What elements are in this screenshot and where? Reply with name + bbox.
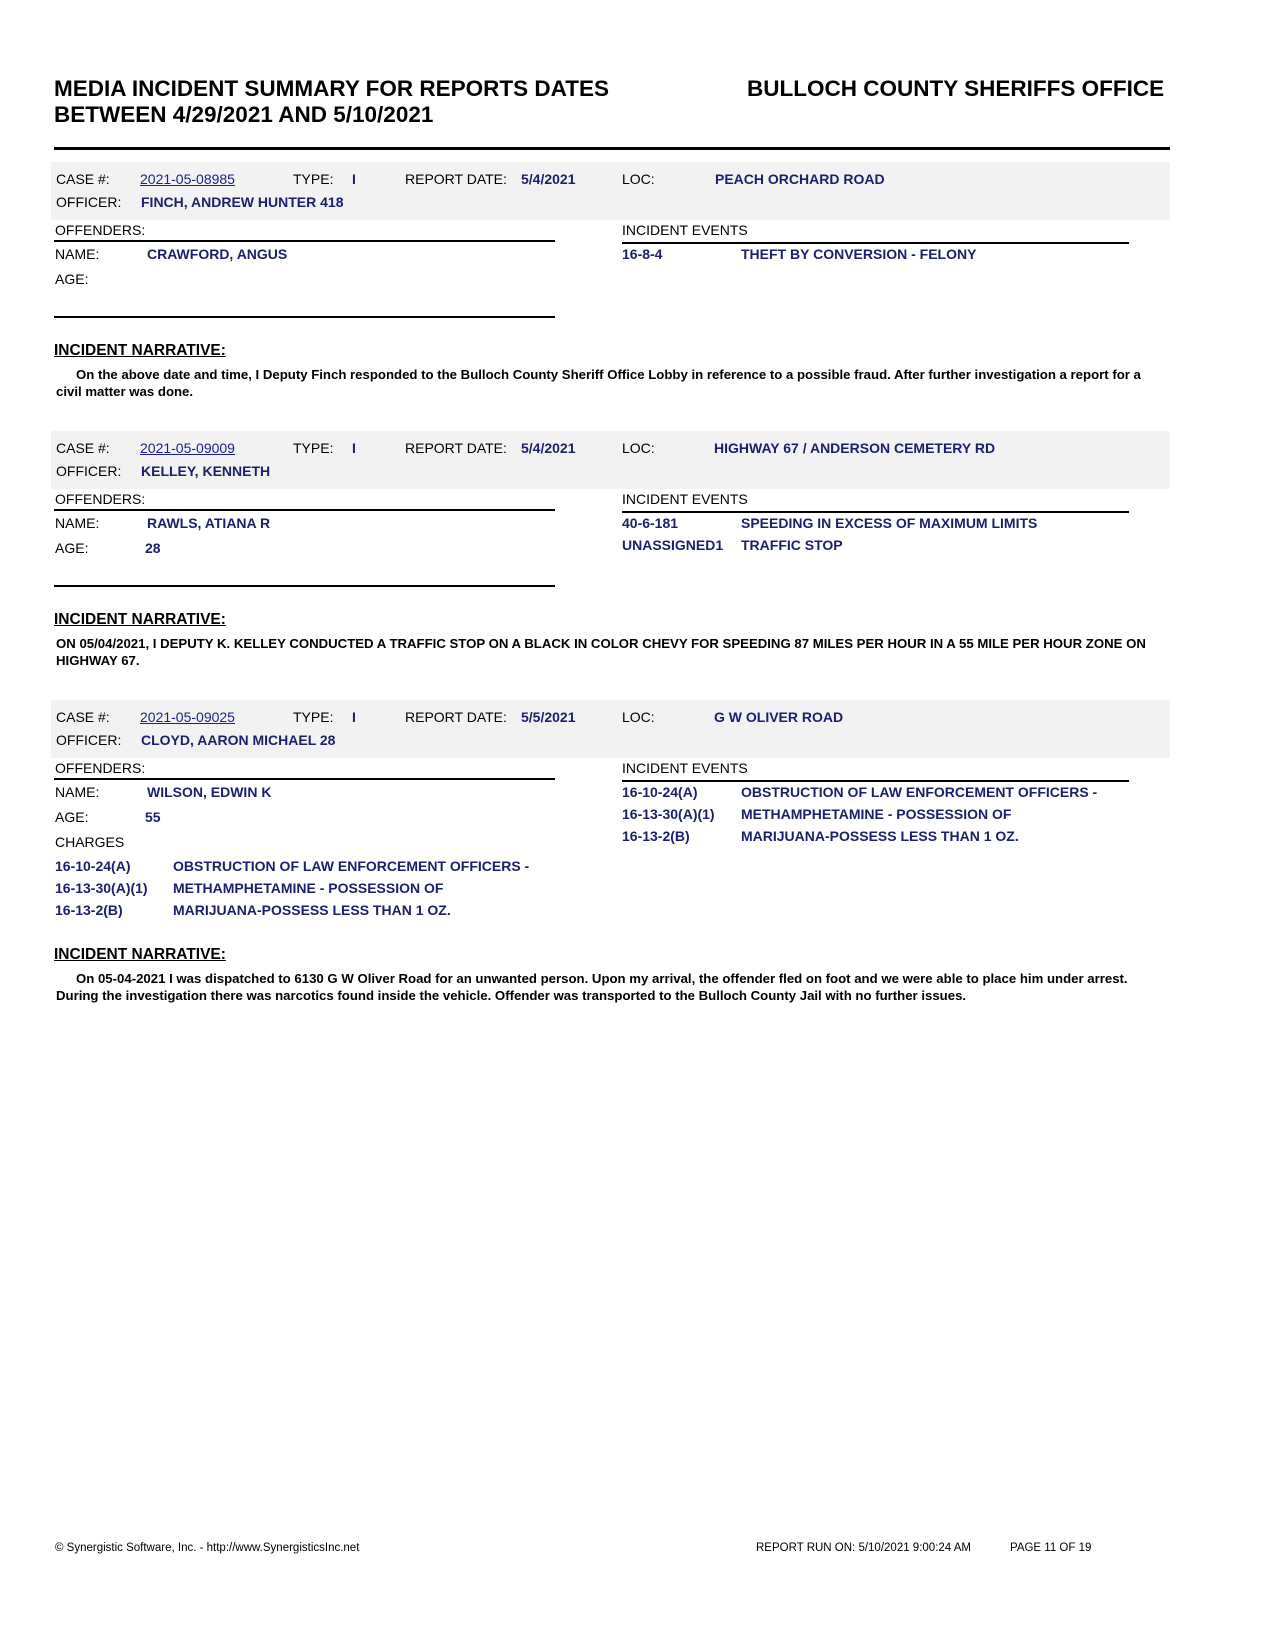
offender-section-end-rule [54,585,555,587]
offenders-label: OFFENDERS: [55,222,146,238]
type-label: TYPE: [293,440,334,456]
agency-name: BULLOCH COUNTY SHERIFFS OFFICE [747,76,1165,101]
report-date-label: REPORT DATE: [405,171,507,187]
offender-name: RAWLS, ATIANA R [147,515,271,531]
officer-value: KELLEY, KENNETH [141,463,271,479]
report-date-value: 5/5/2021 [521,709,576,725]
narrative-heading: INCIDENT NARRATIVE: [54,946,226,963]
charge-code: 16-13-2(B) [55,902,123,918]
narrative-text: ON 05/04/2021, I DEPUTY K. KELLEY CONDUCTED A TRAFFIC STOP ON A BLACK IN COLOR CHEVY FOR SPEEDING 87 MILES PER HOUR IN A 55 MILE PER HOUR ZONE ON HIGHWAY 67. [56,636,1146,668]
event-code: 16-8-4 [622,246,663,262]
loc-value: G W OLIVER ROAD [714,709,844,725]
loc-value: HIGHWAY 67 / ANDERSON CEMETERY RD [714,440,996,456]
age-label: AGE: [55,271,89,287]
charge-code: 16-13-30(A)(1) [55,880,148,896]
loc-value: PEACH ORCHARD ROAD [715,171,885,187]
charge-desc: OBSTRUCTION OF LAW ENFORCEMENT OFFICERS - [173,858,530,874]
officer-label: OFFICER: [56,194,122,210]
case-label: CASE #: [56,171,110,187]
report-date-label: REPORT DATE: [405,440,507,456]
narrative-text: On the above date and time, I Deputy Finch responded to the Bulloch County Sheriff Office Lobby in reference to a possible fraud. After further investigation a report for a civil matter was done. [56,367,1141,399]
age-label: AGE: [55,809,89,825]
offender-age: 55 [145,809,161,825]
case-label: CASE #: [56,709,110,725]
officer-label: OFFICER: [56,463,122,479]
event-code: 16-10-24(A) [622,784,698,800]
event-code: 16-13-30(A)(1) [622,806,715,822]
charge-desc: METHAMPHETAMINE - POSSESSION OF [173,880,444,896]
events-rule [622,242,1129,244]
incident-events-label: INCIDENT EVENTS [622,760,748,776]
event-desc: TRAFFIC STOP [741,537,843,553]
narrative-heading: INCIDENT NARRATIVE: [54,342,226,359]
event-desc: METHAMPHETAMINE - POSSESSION OF [741,806,1012,822]
report-date-label: REPORT DATE: [405,709,507,725]
loc-label: LOC: [622,709,655,725]
page-title: MEDIA INCIDENT SUMMARY FOR REPORTS DATES BETWEEN 4/29/2021 AND 5/10/2021 [54,76,610,127]
type-value: I [352,171,356,187]
event-desc: MARIJUANA-POSSESS LESS THAN 1 OZ. [741,828,1019,844]
event-code: UNASSIGNED1 [622,537,724,553]
offender-name: WILSON, EDWIN K [147,784,272,800]
footer-report-run: REPORT RUN ON: 5/10/2021 9:00:24 AM [756,1542,971,1554]
event-desc: THEFT BY CONVERSION - FELONY [741,246,977,262]
case-number-link[interactable]: 2021-05-09009 [140,440,235,456]
events-rule [622,780,1129,782]
loc-label: LOC: [622,440,655,456]
type-label: TYPE: [293,171,334,187]
offender-age: 28 [145,540,161,556]
report-date-value: 5/4/2021 [521,440,576,456]
officer-value: CLOYD, AARON MICHAEL 28 [141,732,336,748]
age-label: AGE: [55,540,89,556]
name-label: NAME: [55,246,100,262]
case-number-link[interactable]: 2021-05-08985 [140,171,235,187]
offender-name: CRAWFORD, ANGUS [147,246,288,262]
offenders-rule [54,240,555,242]
event-code: 40-6-181 [622,515,679,531]
event-code: 16-13-2(B) [622,828,690,844]
officer-value: FINCH, ANDREW HUNTER 418 [141,194,344,210]
charge-code: 16-10-24(A) [55,858,131,874]
incident-events-label: INCIDENT EVENTS [622,222,748,238]
name-label: NAME: [55,515,100,531]
offenders-rule [54,778,555,780]
charges-label: CHARGES [55,834,125,850]
officer-label: OFFICER: [56,732,122,748]
offenders-label: OFFENDERS: [55,760,146,776]
event-desc: SPEEDING IN EXCESS OF MAXIMUM LIMITS [741,515,1038,531]
offender-section-end-rule [54,316,555,318]
type-value: I [352,440,356,456]
narrative-heading: INCIDENT NARRATIVE: [54,611,226,628]
type-label: TYPE: [293,709,334,725]
name-label: NAME: [55,784,100,800]
offenders-rule [54,509,555,511]
header-divider [54,147,1170,150]
charge-desc: MARIJUANA-POSSESS LESS THAN 1 OZ. [173,902,451,918]
footer-copyright: © Synergistic Software, Inc. - http://www.SynergisticsInc.net [55,1542,360,1554]
report-date-value: 5/4/2021 [521,171,576,187]
case-label: CASE #: [56,440,110,456]
event-desc: OBSTRUCTION OF LAW ENFORCEMENT OFFICERS - [741,784,1098,800]
type-value: I [352,709,356,725]
footer-page-number: PAGE 11 OF 19 [1010,1542,1092,1554]
events-rule [622,511,1129,513]
narrative-text: On 05-04-2021 I was dispatched to 6130 G W Oliver Road for an unwanted person. Upon my arrival, the offender fled on foot and we were able to place him under arrest. During the investigation there was narcotics found inside the vehicle. Offender was transported to the Bulloch County Jail with no further issues. [56,971,1128,1003]
offenders-label: OFFENDERS: [55,491,146,507]
incident-events-label: INCIDENT EVENTS [622,491,748,507]
loc-label: LOC: [622,171,655,187]
case-number-link[interactable]: 2021-05-09025 [140,709,235,725]
